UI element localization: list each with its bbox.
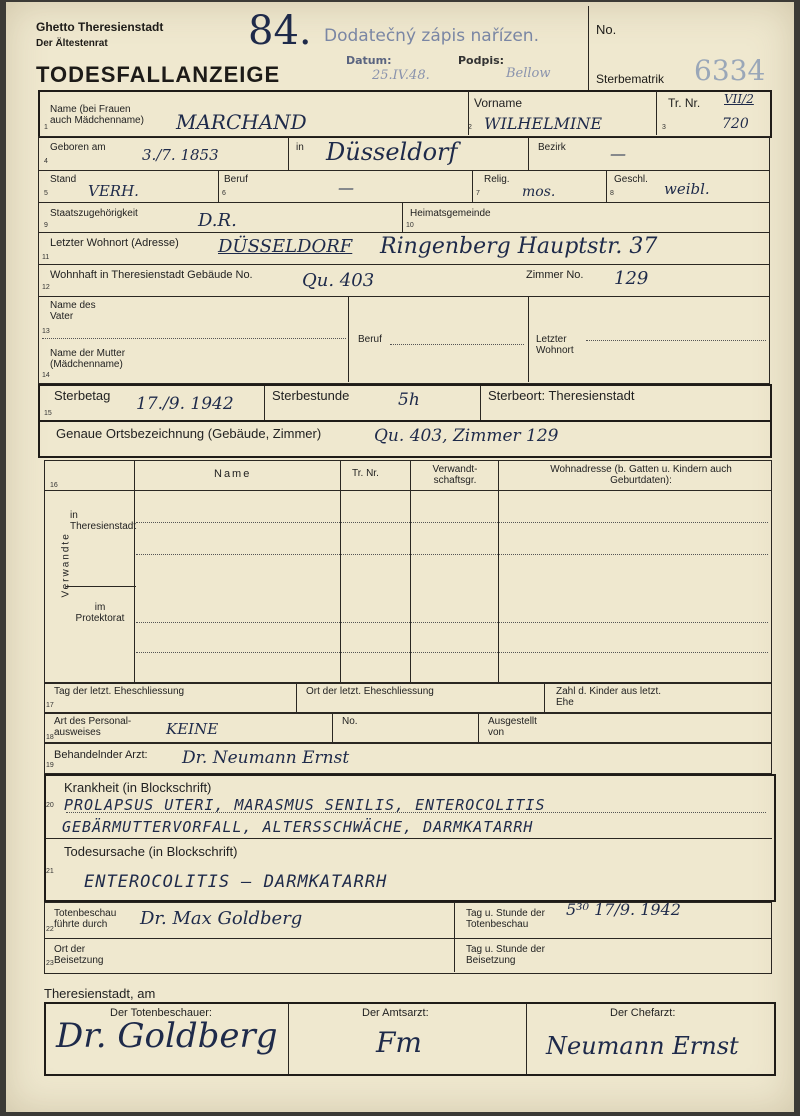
stamp-signature: Bellow <box>506 66 551 81</box>
sex-label: Geschl. <box>614 174 648 185</box>
surname: MARCHAND <box>176 110 307 134</box>
transport-number: 720 <box>722 116 749 132</box>
register-number: 6334 <box>694 54 766 87</box>
children-count-label: Zahl d. Kinder aus letzt. Ehe <box>556 686 662 708</box>
personal-grid <box>38 136 770 384</box>
ghetto-building-label: Wohnhaft in Theresienstadt Gebäude No. <box>50 269 253 281</box>
stamp-date-label: Datum: <box>346 54 392 67</box>
id-type: KEINE <box>166 720 219 738</box>
marriage-place-label: Ort der letzt. Eheschliessung <box>306 686 434 697</box>
inspector: Dr. Max Goldberg <box>140 908 303 929</box>
register-label: Sterbematrik <box>596 72 665 86</box>
name-label: Name (bei Frauen auch Mädchenname) <box>50 104 144 126</box>
id-row <box>44 712 772 744</box>
relatives-side-label: Verwandte <box>60 532 72 598</box>
religion: mos. <box>522 184 556 200</box>
disease-line-1: PROLAPSUS UTERI, MARASMUS SENILIS, ENTEROCOLITIS <box>64 796 546 814</box>
death-day: 17./9. 1942 <box>136 394 234 414</box>
exact-place-label: Genaue Ortsbezeichnung (Gebäude, Zimmer) <box>56 426 322 441</box>
inspection-time-label: Tag u. Stunde der Totenbeschau <box>466 908 545 930</box>
relatives-degree-header: Verwandt-schaftsgr. <box>432 464 478 486</box>
mother-label: Name der Mutter (Mädchenname) <box>50 348 126 370</box>
id-type-label: Art des Personal-ausweises <box>54 716 132 738</box>
born-label: Geboren am <box>50 142 106 153</box>
death-day-label: Sterbetag <box>54 388 111 403</box>
place-date-label: Theresienstadt, am <box>44 986 156 1001</box>
job-label: Beruf <box>224 174 248 185</box>
death-notice-form: Ghetto Theresienstadt Der Ältestenrat TODESFALLANZEIGE 84. Dodatečný zápis nařízen. Datum: Podpis: 25.IV.48. Bellow No. Sterbematrik 6334 Name (bei Frauen auch Mädchenname) 1 MARCHAND Vorname 2 WILHELMINE Tr. Nr. VII/2 3 720 Geboren am 4 3./7. 1853 in Düsseldorf Bezirk — Stand 5 VERH. Beruf 6 — Relig. 7 mos. Geschl. 8 weibl. Staatszugehörigkeit 9 D.R. Heimatsgemeinde 10 Letzter Wohnort (Adresse) 11 DÜSSELDORF Ringenberg Hauptstr. 37 Wohnhaft in Theresienstadt Gebäude No. 12 Qu. 403 Zimmer No. 129 Name des Vater 13 Name der Mutter (Mädchenname) 14 Beruf Letzter Wohnort Sterbetag 15 17./9. 1942 Sterbestunde 5h Sterbeort: Theresienstadt Genaue Ortsbezeichnung (Gebäude, Zimmer) Qu. 403, Zimmer 129 16 Name Tr. Nr. Verwandt-schaftsgr. Wohnadresse (b. Gatten u. Kindern auch Geburtdaten): Verwandte in Theresienstadt im Protektorat Tag der letzt. Eheschliessung 17 Ort der letzt. Eheschliessung Zahl d. Kinder aus letzt. Ehe Art des Personal-ausweises 18 KEINE No. Ausgestellt von Behandelnder Arzt: 19 Dr. Neumann Ernst Krankheit (in Blockschrift) 20 PROLAPSUS UTERI, MARASMUS SENILIS, ENTEROCOLITIS GEBÄRMUTTERVORFALL, ALTERSSCHWÄCHE, DARMKATARRH Todesursache (in Blockschrift) 21 ENTEROCOLITIS – DARMKATARRH Totenbeschau führte durch 22 Dr. Max Goldberg Tag u. Stunde der Totenbeschau 5³⁰ 17/9. 1942 Ort der Beisetzung 23 Tag u. Stunde der Beisetzung Theresienstadt, am Der Totenbeschauer: Der Amtsarzt: Der Chefarzt: Dr. Goldberg Fm Neumann Ernst <box>6 2 794 1112</box>
relatives-address-header: Wohnadresse (b. Gatten u. Kindern auch Geburtdaten): <box>550 464 732 486</box>
nationality-label: Staatszugehörigkeit <box>50 208 138 219</box>
birthplace-label: in <box>296 142 304 153</box>
inspector-signature: Dr. Goldberg <box>56 1016 278 1056</box>
treating-doctor: Dr. Neumann Ernst <box>182 748 350 768</box>
form-title: TODESFALLANZEIGE <box>36 62 281 87</box>
ghetto-name: Ghetto Theresienstadt <box>36 20 164 34</box>
first-name: WILHELMINE <box>484 114 603 133</box>
father-label: Name des Vater <box>50 300 96 322</box>
id-number-label: No. <box>342 716 358 727</box>
district: — <box>610 144 626 163</box>
sex: weibl. <box>664 180 710 198</box>
relatives-name-header: Name <box>214 468 252 480</box>
relatives-tr-header: Tr. Nr. <box>352 468 379 479</box>
disease-line-2: GEBÄRMUTTERVORFALL, ALTERSSCHWÄCHE, DARMKATARRH <box>62 818 534 836</box>
no-label: No. <box>596 22 617 37</box>
chief-doctor-signature-label: Der Chefarzt: <box>610 1007 676 1019</box>
inspector-signature-label: Der Totenbeschauer: <box>110 1007 212 1019</box>
marital-status: VERH. <box>88 182 139 200</box>
cause-of-death: ENTEROCOLITIS – DARMKATARRH <box>84 872 388 892</box>
official-doctor-signature-label: Der Amtsarzt: <box>362 1007 429 1019</box>
disease-label: Krankheit (in Blockschrift) <box>64 780 212 795</box>
marriage-day-label: Tag der letzt. Eheschliessung <box>54 686 185 697</box>
burial-place-label: Ort der Beisetzung <box>54 944 104 966</box>
doctor-label: Behandelnder Arzt: <box>54 749 148 761</box>
birth-date: 3./7. 1853 <box>142 146 219 164</box>
death-hour-label: Sterbestunde <box>272 388 350 403</box>
room-number: 129 <box>614 268 649 289</box>
parents-job-label: Beruf <box>358 334 382 345</box>
status-label: Stand <box>50 174 77 185</box>
death-place-label: Sterbeort: Theresienstadt <box>488 388 635 403</box>
death-hour: 5h <box>398 390 420 410</box>
first-name-label: Vorname <box>474 96 523 110</box>
stamp-date: 25.IV.48. <box>372 68 430 83</box>
relatives-row-theresienstadt: in Theresienstadt <box>70 510 137 532</box>
chief-doctor-signature: Neumann Ernst <box>546 1032 739 1060</box>
job: — <box>338 178 354 197</box>
id-issued-label: Ausgestellt von <box>488 716 537 738</box>
religion-label: Relig. <box>484 174 510 185</box>
doctor-row <box>44 742 772 774</box>
inspection-time: 5³⁰ 17/9. 1942 <box>566 900 681 919</box>
birthplace: Düsseldorf <box>326 138 458 166</box>
inspector-label: Totenbeschau führte durch <box>54 908 117 930</box>
address-street: Ringenberg Hauptstr. 37 <box>380 234 658 259</box>
district-label: Bezirk <box>538 142 566 153</box>
transport-label: Tr. Nr. <box>668 96 701 110</box>
relatives-table <box>44 460 772 684</box>
case-number: 84. <box>248 8 312 54</box>
stamp-text: Dodatečný zápis nařízen. <box>324 26 539 46</box>
exact-place: Qu. 403, Zimmer 129 <box>374 426 559 446</box>
parents-residence-label: Letzter Wohnort <box>536 334 574 356</box>
cause-label: Todesursache (in Blockschrift) <box>64 844 238 859</box>
transport-roman: VII/2 <box>724 92 754 106</box>
address-label: Letzter Wohnort (Adresse) <box>50 237 179 249</box>
burial-time-label: Tag u. Stunde der Beisetzung <box>466 944 545 966</box>
council-name: Der Ältestenrat <box>36 38 108 49</box>
room-label: Zimmer No. <box>526 269 584 281</box>
header-divider <box>588 6 589 90</box>
address-city: DÜSSELDORF <box>218 236 353 257</box>
ghetto-building: Qu. 403 <box>302 270 375 291</box>
relatives-row-protektorat: im Protektorat <box>75 602 125 624</box>
home-community-label: Heimatsgemeinde <box>410 208 491 219</box>
nationality: D.R. <box>198 210 237 231</box>
stamp-sign-label: Podpis: <box>458 54 505 67</box>
official-doctor-signature: Fm <box>376 1026 422 1059</box>
